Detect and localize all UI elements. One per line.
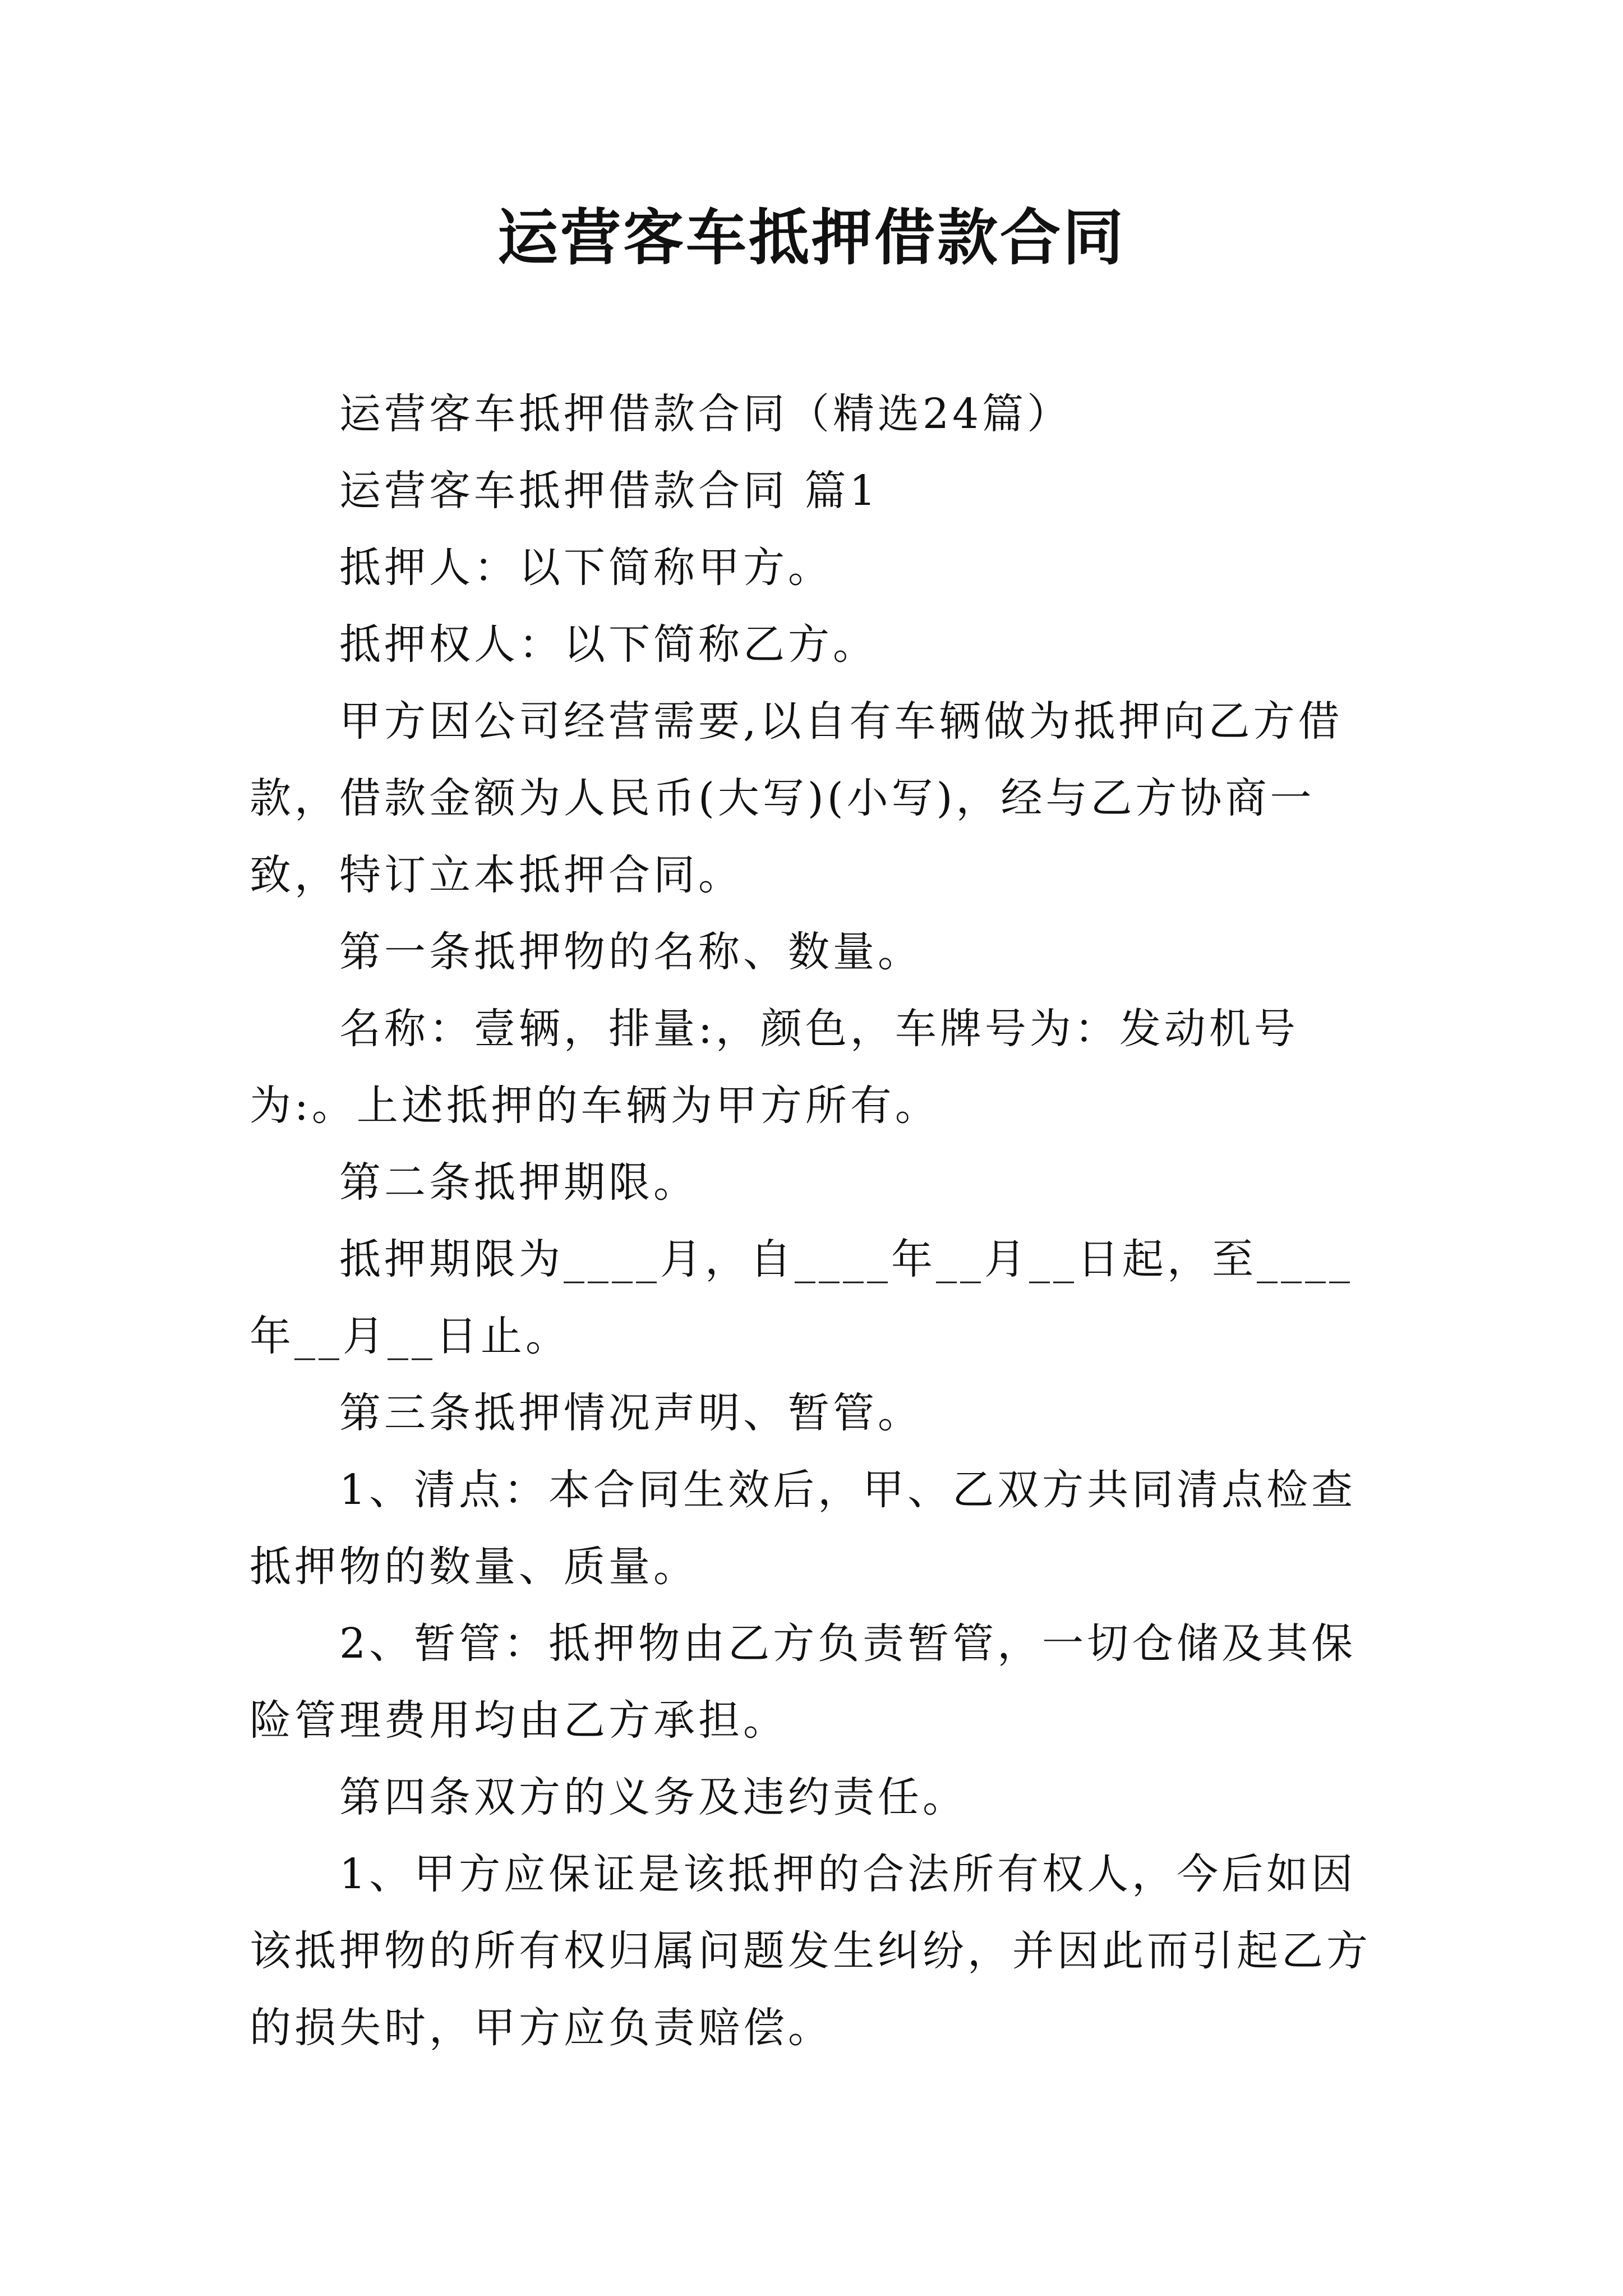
paragraph-mortgagor: 抵押人：以下简称甲方。 xyxy=(339,544,833,592)
paragraph-article-2-heading: 第二条抵押期限。 xyxy=(339,1158,698,1207)
paragraph-article-3-item-2: 2、暂管：抵押物由乙方负责暂管，一切仓储及其保险管理费用均由乙方承担。 xyxy=(250,1619,1357,1745)
paragraph-section-heading: 运营客车抵押借款合同 篇1 xyxy=(339,467,879,515)
paragraph-article-3-heading: 第三条抵押情况声明、暂管。 xyxy=(339,1389,923,1437)
paragraph-loan-purpose: 甲方因公司经营需要,以自有车辆做为抵押向乙方借款，借款金额为人民币(大写)(小写)，经与乙方协商一致，特订立本抵押合同。 xyxy=(250,697,1343,899)
paragraph-article-1-heading: 第一条抵押物的名称、数量。 xyxy=(339,928,923,976)
paragraph-article-3-item-1: 1、清点：本合同生效后，甲、乙双方共同清点检查抵押物的数量、质量。 xyxy=(250,1466,1357,1591)
document-title: 运营客车抵押借款合同 xyxy=(497,203,1126,273)
paragraph-article-1-content: 名称：壹辆，排量:，颜色，车牌号为：发动机号为:。上述抵押的车辆为甲方所有。 xyxy=(250,1005,1299,1130)
paragraph-article-4-item-1: 1、甲方应保证是该抵押的合法所有权人，今后如因该抵押物的所有权归属问题发生纠纷，并因此而引起乙方的损失时，甲方应负责赔偿。 xyxy=(250,1850,1371,2052)
paragraph-article-4-heading: 第四条双方的义务及违约责任。 xyxy=(339,1773,967,1821)
paragraph-subtitle: 运营客车抵押借款合同（精选24篇） xyxy=(339,390,1072,438)
paragraph-article-2-content: 抵押期限为____月，自____年__月__日起，至____年__月__日止。 xyxy=(250,1235,1353,1360)
paragraph-mortgagee: 抵押权人：以下简称乙方。 xyxy=(339,620,878,669)
document-body xyxy=(250,376,1394,2067)
